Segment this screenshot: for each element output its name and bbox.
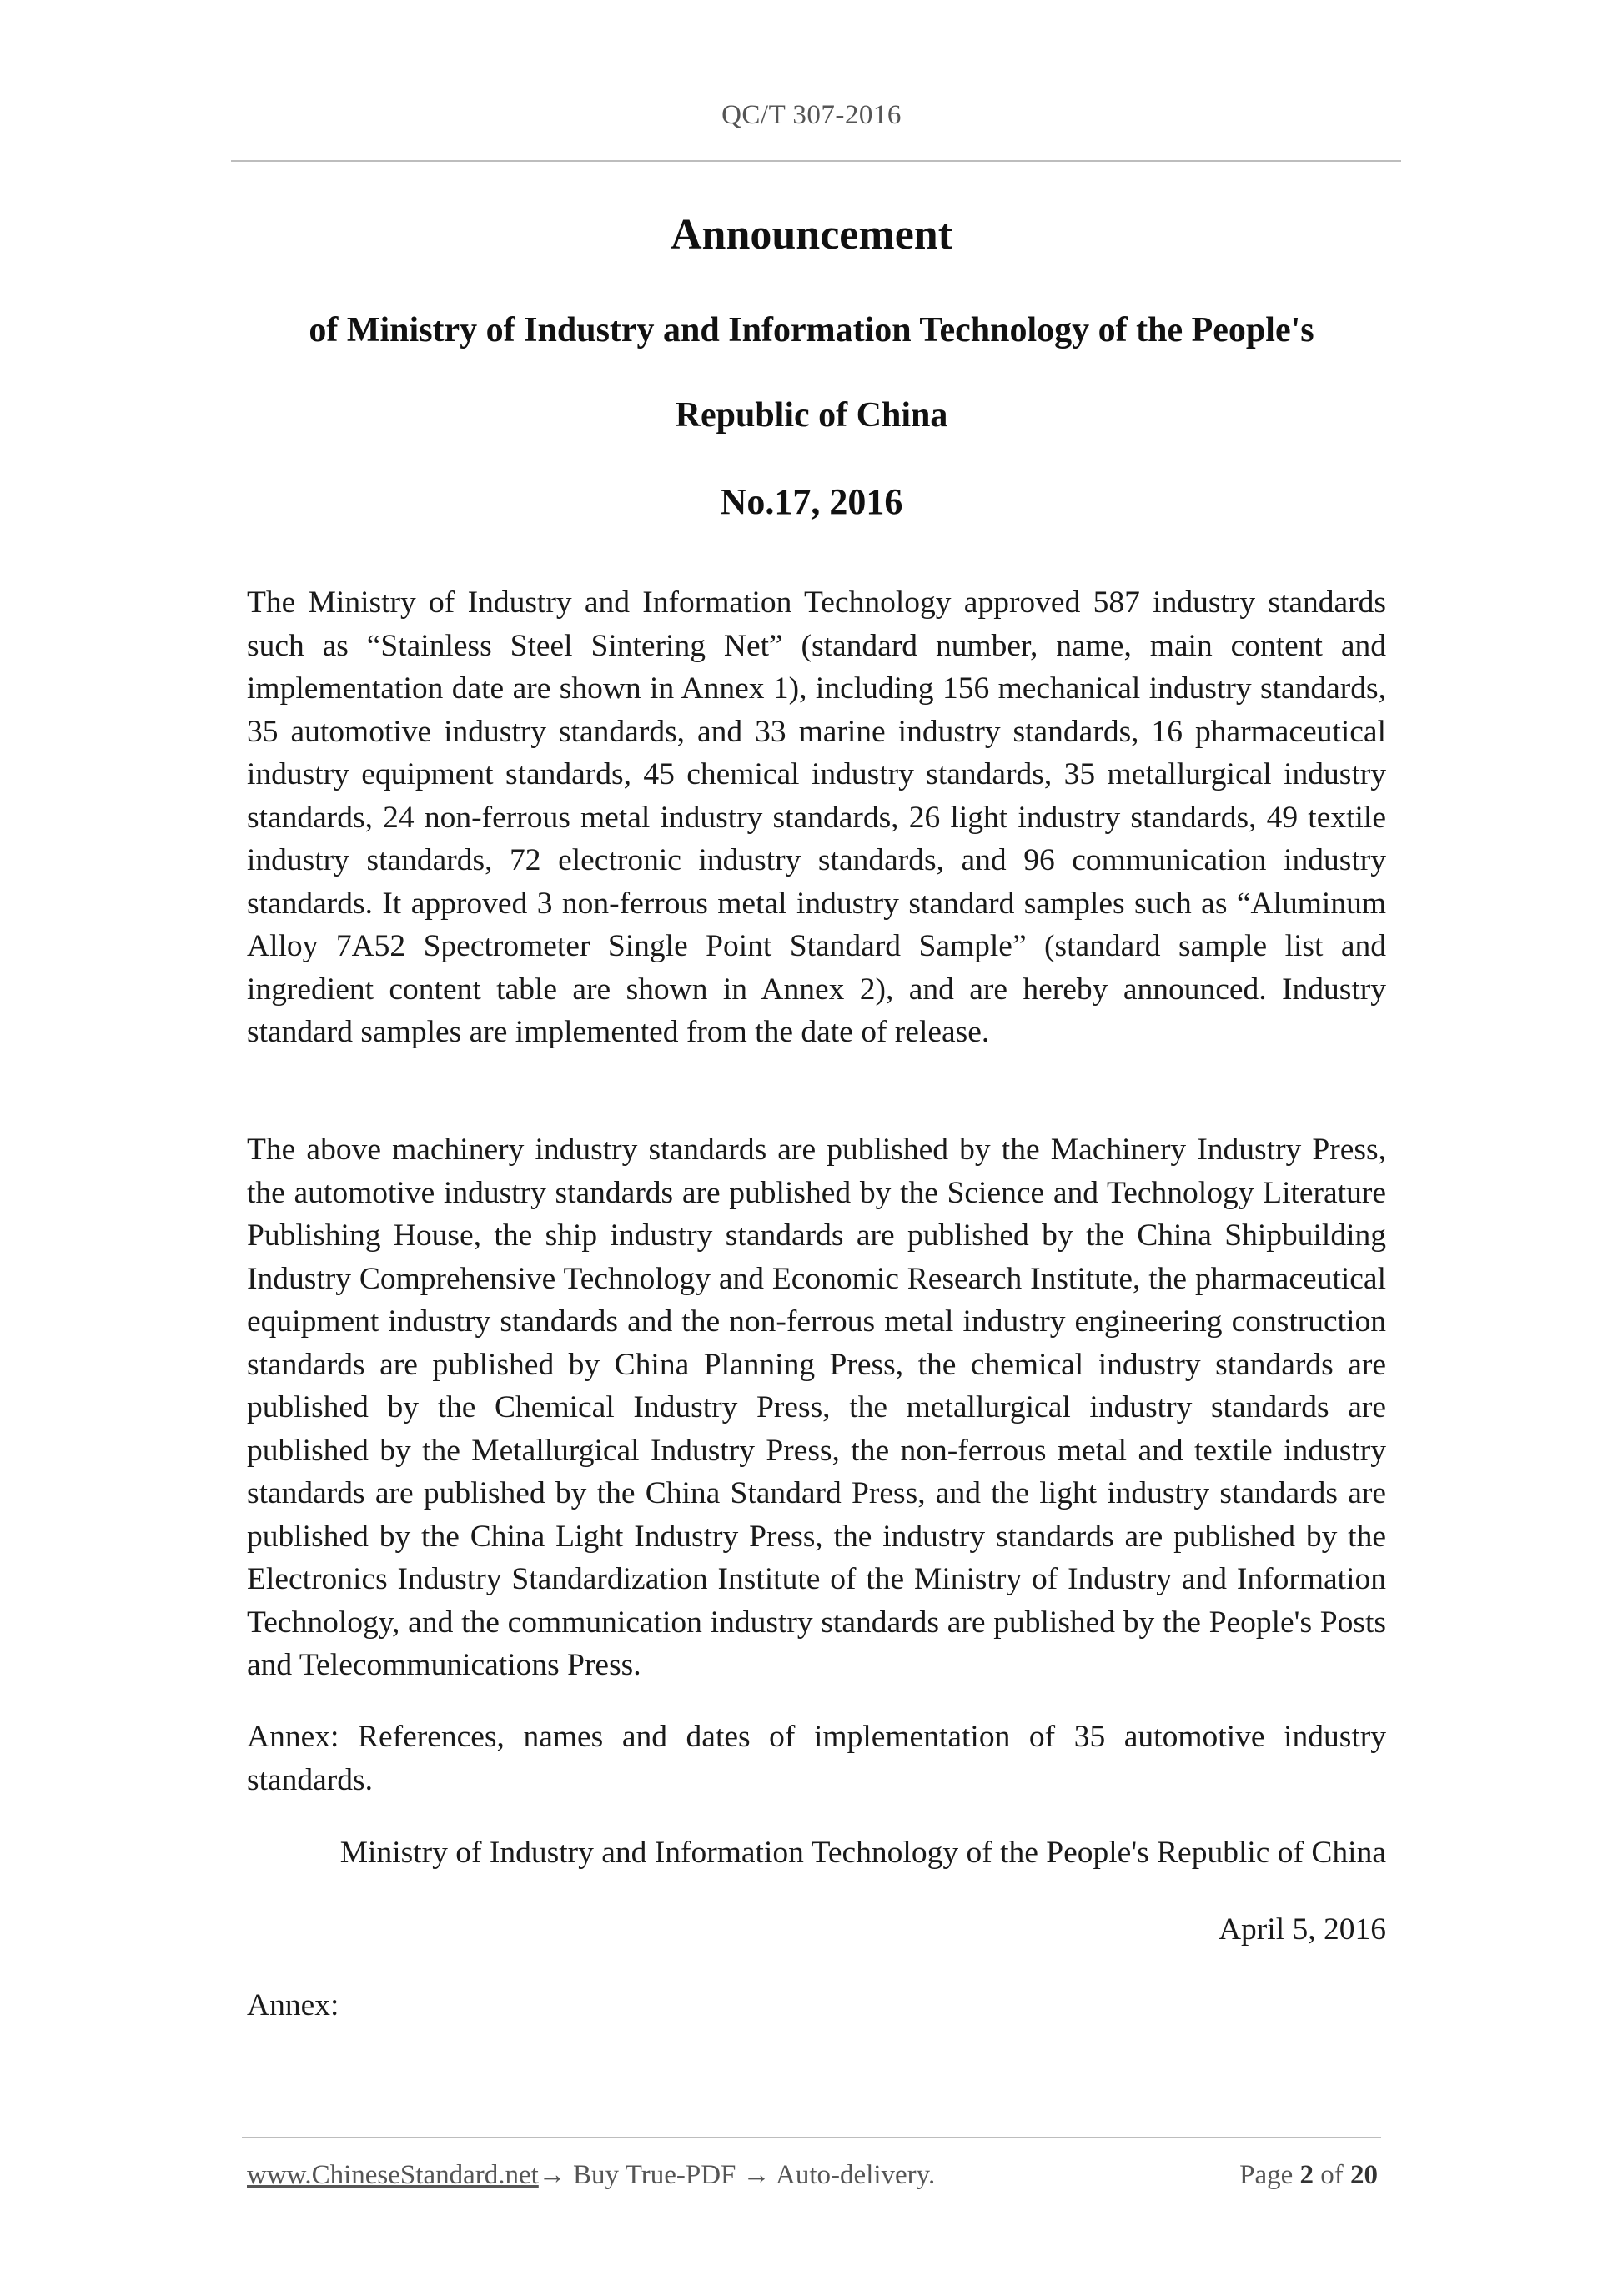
subtitle-line-1: of Ministry of Industry and Information Technology of the People's xyxy=(309,311,1314,349)
body-paragraph-annex-note: Annex: References, names and dates of implementation of 35 automotive industry standards. xyxy=(247,1720,1386,1797)
subtitle-line-2: Republic of China xyxy=(675,396,948,435)
footer-divider xyxy=(242,2137,1381,2138)
page-indicator xyxy=(1239,2160,1378,2191)
running-header: QC/T 307-2016 xyxy=(721,100,902,130)
body-paragraph-publishers: The above machinery industry standards are published by the Machinery Industry Press, the automotive industry standards are published by the Science and Technology Literature Publishing House, the ship industry standards are published by the China Shipbuilding Industry Comprehensive Technology and Economic Research Institute, the pharmaceutical equipment industry standards and the non-ferrous metal industry engineering construction standards are published by China Planning Press, the chemical industry standards are published by the Chemical Industry Press, the metallurgical industry standards are published by the Metallurgical Industry Press, the non-ferrous metal and textile industry standards are published by the China Standard Press, and the light industry standards are published by the China Light Industry Press, the industry standards are published by the Electronics Industry Standardization Institute of the Ministry of Industry and Information Technology, and the communication industry standards are published by the People's Posts and Telecommunications Press. xyxy=(247,1133,1386,1682)
footer-promo-text: → Buy True-PDF → Auto-delivery. xyxy=(538,2160,936,2190)
page-current: 2 xyxy=(1299,2160,1314,2190)
signature-issuer: Ministry of Industry and Information Technology of the People's Republic of China xyxy=(339,1836,1386,1870)
page-of: of xyxy=(1320,2160,1344,2190)
announcement-title: Announcement xyxy=(670,211,953,259)
website-link[interactable]: www.ChineseStandard.net xyxy=(247,2160,539,2190)
page-total: 20 xyxy=(1350,2160,1378,2190)
page-label: Page xyxy=(1239,2160,1294,2190)
signature-date: April 5, 2016 xyxy=(1218,1912,1386,1947)
annex-label: Annex: xyxy=(247,1988,339,2022)
footer-promo xyxy=(247,2160,935,2191)
header-divider xyxy=(231,160,1401,162)
body-paragraph-approvals: The Ministry of Industry and Information Technology approved 587 industry standards such as “Stainless Steel Sintering Net” (standard number, name, main content and implementation date are shown in Annex 1), including 156 mechanical industry standards, 35 automotive industry standards, and 33 marine industry standards, 16 pharmaceutical industry equipment standards, 45 chemical industry standards, 35 metallurgical industry standards, 24 non-ferrous metal industry standards, 26 light industry standards, 49 textile industry standards, 72 electronic industry standards, and 96 communication industry standards. It approved 3 non-ferrous metal industry standard samples such as “Aluminum Alloy 7A52 Spectrometer Single Point Standard Sample” (standard sample list and ingredient content table are shown in Annex 2), and are hereby announced. Industry standard samples are implemented from the date of release. xyxy=(247,585,1386,1049)
announcement-number: No.17, 2016 xyxy=(720,481,903,522)
